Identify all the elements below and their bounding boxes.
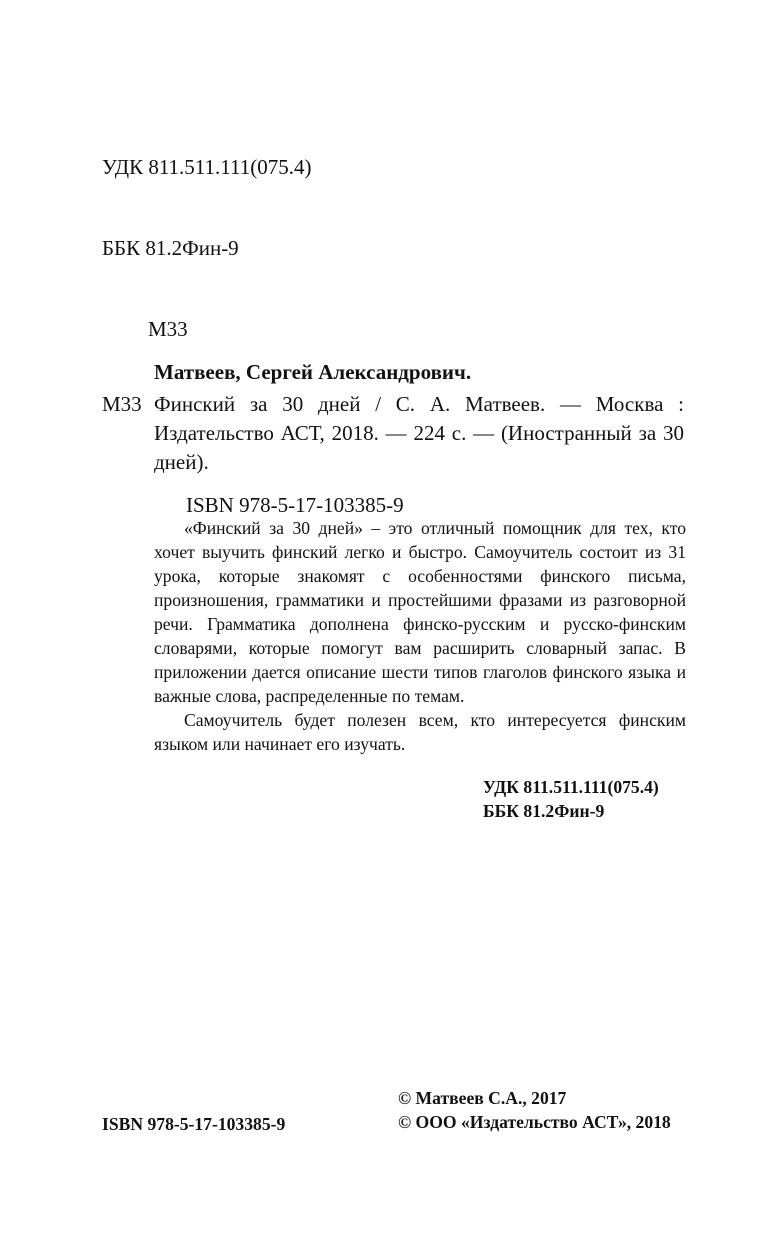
- udk-code: УДК 811.511.111(075.4): [102, 155, 312, 179]
- record-row: [102, 390, 692, 477]
- bibliographic-record: [102, 358, 692, 520]
- copyright-block: [398, 1086, 671, 1134]
- udk-code-bold: УДК 811.511.111(075.4): [483, 777, 659, 797]
- record-author-mark: М33: [102, 392, 142, 416]
- bbk-code: ББК 81.2Фин-9: [102, 236, 239, 260]
- record-description: Финский за 30 дней / С. А. Матвеев. — Москва : Издательство АСТ, 2018. — 224 с. — (Иностранный за 30 дней).: [154, 392, 684, 474]
- classification-codes: [102, 100, 311, 397]
- record-isbn: ISBN 978-5-17-103385-9: [186, 493, 404, 517]
- classification-codes-bold: [483, 775, 659, 823]
- annotation-paragraph-1: «Финский за 30 дней» – это отличный помощник для тех, кто хочет выучить финский легко и быстро. Самоучитель состоит из 31 урока, которые знакомят с особенностями финского письма, произношения, грамматики и простейшими фразами из разговорной речи. Грамматика дополнена финско-русским и русско-финским словарями, которые помогут вам расширить словарный запас. В приложении дается описание шести типов глаголов финского языка и важные слова, распределенные по темам.: [154, 518, 686, 706]
- bbk-code-bold: ББК 81.2Фин-9: [483, 801, 605, 821]
- author-heading: Матвеев, Сергей Александрович.: [154, 360, 472, 384]
- copyright-author: © Матвеев С.А., 2017: [398, 1088, 567, 1108]
- annotation-paragraph-2: Самоучитель будет полезен всем, кто интересуется финским языком или начинает его изучать.: [154, 710, 686, 754]
- copyright-publisher: © ООО «Издательство АСТ», 2018: [398, 1112, 671, 1132]
- footer-isbn: ISBN 978-5-17-103385-9: [102, 1114, 286, 1134]
- author-mark: М33: [148, 317, 188, 341]
- annotation: [154, 516, 686, 756]
